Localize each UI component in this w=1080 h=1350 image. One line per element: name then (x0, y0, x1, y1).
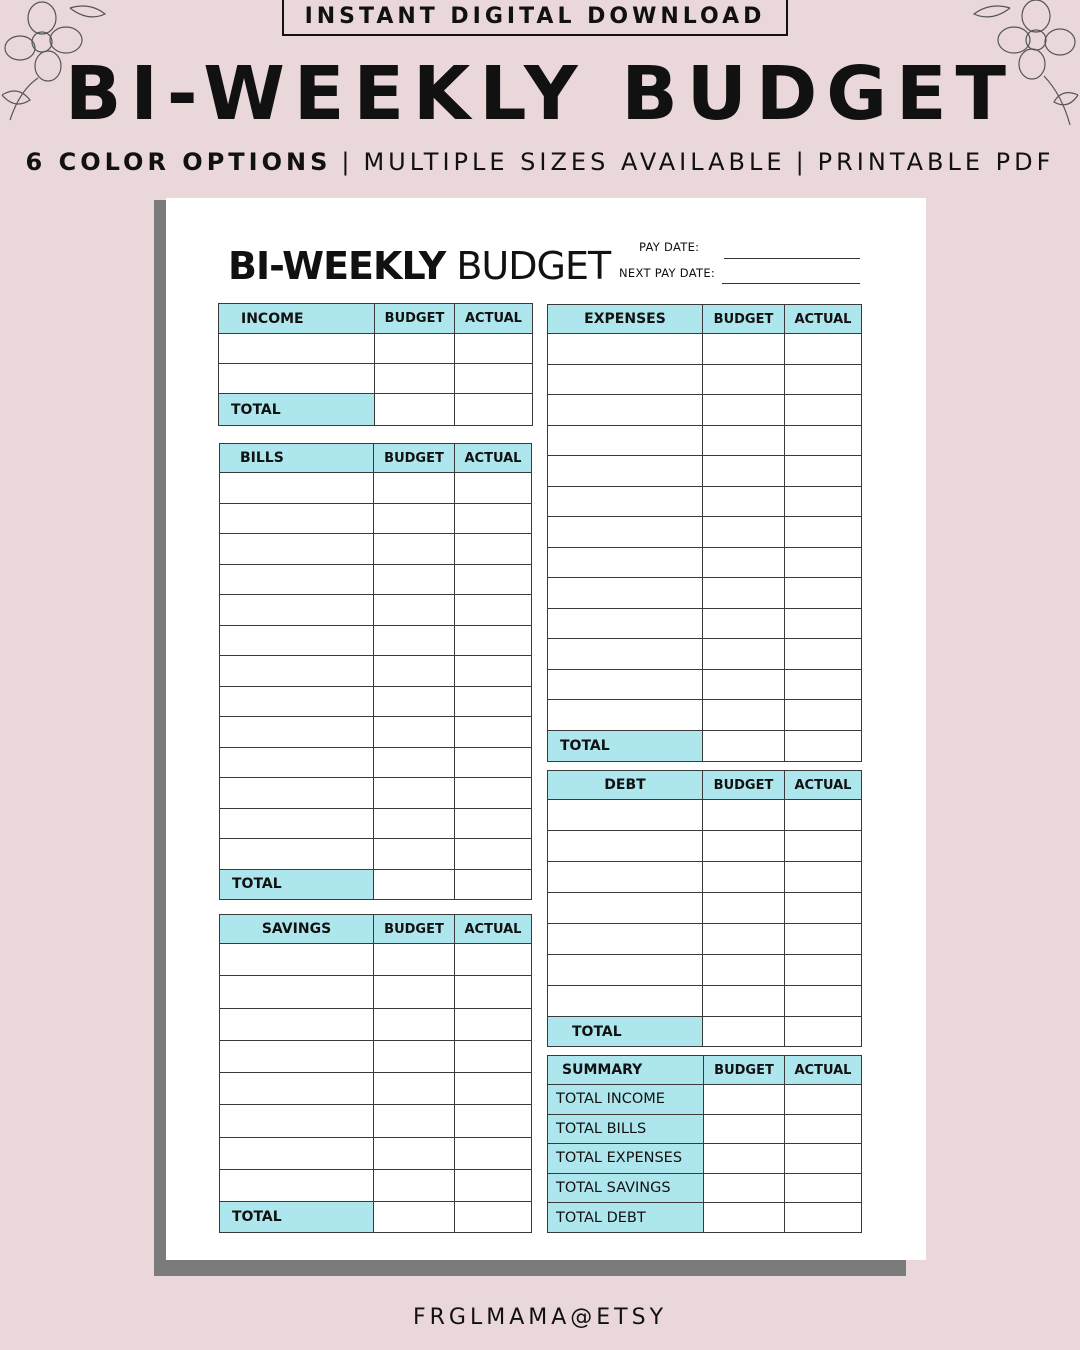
savings-header: SAVINGS (220, 915, 374, 944)
bills-total-actual-cell[interactable] (455, 869, 532, 899)
table-row[interactable] (548, 924, 862, 955)
table-row[interactable] (220, 473, 532, 504)
table-row[interactable] (220, 1105, 532, 1137)
summary-cell[interactable] (785, 1085, 862, 1115)
actual-column-header: ACTUAL (455, 444, 532, 473)
table-row[interactable] (548, 700, 862, 731)
savings-total-label: TOTAL (220, 1202, 374, 1233)
footer-shop-name: FRGLMAMA@ETSY (412, 1305, 668, 1330)
summary-cell[interactable] (785, 1203, 862, 1233)
subtitle-printable: PRINTABLE PDF (817, 148, 1055, 176)
next-pay-date-line[interactable] (722, 283, 860, 284)
table-row[interactable] (219, 334, 533, 364)
sheet-title (228, 240, 610, 292)
savings-table (219, 914, 532, 1233)
table-row[interactable] (548, 669, 862, 700)
instant-download-banner: INSTANT DIGITAL DOWNLOAD (282, 0, 788, 36)
summary-cell[interactable] (704, 1144, 785, 1174)
expenses-total-actual-cell[interactable] (785, 730, 862, 761)
summary-table (547, 1055, 862, 1233)
budget-column-header: BUDGET (703, 771, 785, 800)
income-table (218, 303, 533, 426)
sheet-title-bold: BI-WEEKLY (228, 244, 446, 288)
expenses-total-budget-cell[interactable] (703, 730, 785, 761)
table-row[interactable] (220, 1008, 532, 1040)
table-row[interactable] (220, 656, 532, 687)
subtitle-sizes: MULTIPLE SIZES AVAILABLE (363, 148, 786, 176)
budget-column-header: BUDGET (704, 1056, 785, 1085)
expenses-table (547, 304, 862, 762)
table-row[interactable] (548, 608, 862, 639)
table-row[interactable] (220, 944, 532, 976)
summary-cell[interactable] (785, 1144, 862, 1174)
table-row[interactable] (548, 893, 862, 924)
pay-date-label: PAY DATE: (639, 240, 700, 254)
table-row[interactable] (220, 503, 532, 534)
table-row[interactable] (220, 747, 532, 778)
table-row[interactable] (548, 578, 862, 609)
income-header: INCOME (219, 304, 375, 334)
subtitle-separator: | (341, 148, 354, 176)
table-row[interactable] (220, 1073, 532, 1105)
debt-total-label: TOTAL (548, 1017, 703, 1047)
summary-cell[interactable] (704, 1203, 785, 1233)
table-row[interactable] (548, 517, 862, 548)
table-row[interactable] (220, 778, 532, 809)
summary-cell[interactable] (785, 1114, 862, 1144)
table-row[interactable] (220, 534, 532, 565)
budget-column-header: BUDGET (375, 304, 455, 334)
income-total-label: TOTAL (219, 394, 375, 426)
actual-column-header: ACTUAL (785, 771, 862, 800)
table-row[interactable] (220, 564, 532, 595)
table-row[interactable] (220, 625, 532, 656)
table-row[interactable] (548, 831, 862, 862)
table-row[interactable] (220, 839, 532, 870)
table-row[interactable] (220, 717, 532, 748)
main-title: BI-WEEKLY BUDGET (64, 51, 1016, 137)
bills-table (219, 443, 532, 900)
budget-column-header: BUDGET (374, 444, 455, 473)
summary-total-bills-label: TOTAL BILLS (548, 1114, 704, 1144)
next-pay-date-label: NEXT PAY DATE: (619, 266, 716, 280)
table-row[interactable] (220, 1170, 532, 1202)
income-total-actual-cell[interactable] (455, 394, 533, 426)
table-row[interactable] (548, 425, 862, 456)
subtitle-separator: | (795, 148, 808, 176)
table-row[interactable] (220, 1137, 532, 1169)
summary-cell[interactable] (704, 1173, 785, 1203)
actual-column-header: ACTUAL (455, 304, 533, 334)
debt-header: DEBT (548, 771, 703, 800)
savings-total-actual-cell[interactable] (455, 1202, 532, 1233)
subtitle (0, 145, 1080, 179)
bills-header: BILLS (220, 444, 374, 473)
table-row[interactable] (548, 364, 862, 395)
table-row[interactable] (220, 595, 532, 626)
pay-date-line[interactable] (724, 258, 860, 259)
budget-column-header: BUDGET (374, 915, 455, 944)
table-row[interactable] (220, 1040, 532, 1072)
table-row[interactable] (548, 800, 862, 831)
budget-column-header: BUDGET (703, 305, 785, 334)
table-row[interactable] (548, 639, 862, 670)
summary-cell[interactable] (704, 1085, 785, 1115)
table-row[interactable] (548, 334, 862, 365)
expenses-total-label: TOTAL (548, 730, 703, 761)
actual-column-header: ACTUAL (785, 305, 862, 334)
table-row[interactable] (548, 862, 862, 893)
debt-total-actual-cell[interactable] (785, 1017, 862, 1047)
table-row[interactable] (548, 395, 862, 426)
debt-total-budget-cell[interactable] (703, 1017, 785, 1047)
table-row[interactable] (220, 686, 532, 717)
table-row[interactable] (548, 955, 862, 986)
expenses-header: EXPENSES (548, 305, 703, 334)
sheet-title-light: BUDGET (456, 244, 611, 288)
summary-total-income-label: TOTAL INCOME (548, 1085, 704, 1115)
table-row[interactable] (548, 986, 862, 1017)
income-total-budget-cell[interactable] (375, 394, 455, 426)
summary-cell[interactable] (704, 1114, 785, 1144)
table-row[interactable] (220, 808, 532, 839)
bills-total-label: TOTAL (220, 869, 374, 899)
table-row[interactable] (548, 486, 862, 517)
actual-column-header: ACTUAL (455, 915, 532, 944)
table-row[interactable] (220, 976, 532, 1008)
summary-cell[interactable] (785, 1173, 862, 1203)
table-row[interactable] (219, 364, 533, 394)
summary-header: SUMMARY (548, 1056, 704, 1085)
table-row[interactable] (548, 456, 862, 487)
summary-total-debt-label: TOTAL DEBT (548, 1203, 704, 1233)
table-row[interactable] (548, 547, 862, 578)
summary-total-expenses-label: TOTAL EXPENSES (548, 1144, 704, 1174)
bills-total-budget-cell[interactable] (374, 869, 455, 899)
savings-total-budget-cell[interactable] (374, 1202, 455, 1233)
actual-column-header: ACTUAL (785, 1056, 862, 1085)
debt-table (547, 770, 862, 1047)
subtitle-color-options: 6 COLOR OPTIONS (25, 148, 332, 176)
summary-total-savings-label: TOTAL SAVINGS (548, 1173, 704, 1203)
